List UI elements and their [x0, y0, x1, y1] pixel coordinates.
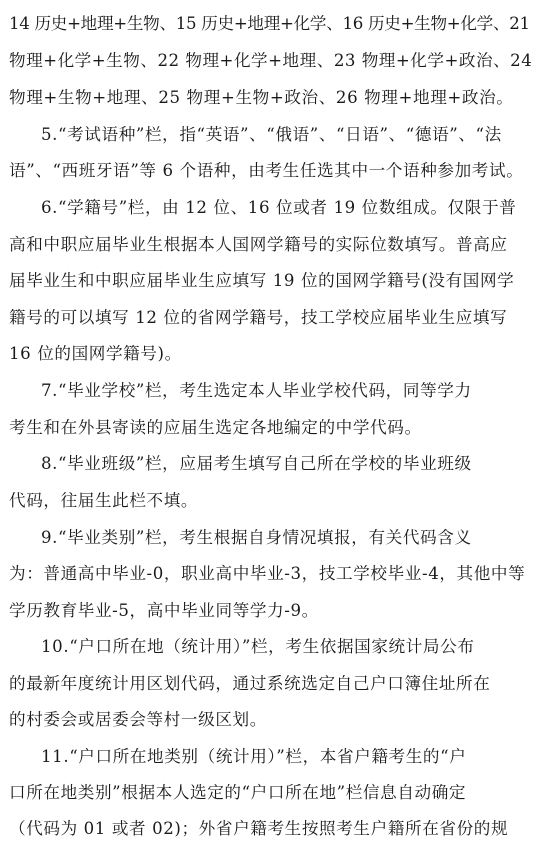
text-line-11: 7.“毕业学校”栏，考生选定本人毕业学校代码，同等学力: [41, 381, 472, 400]
text-line-9: 籍号的可以填写 12 位的省网学籍号，技工学校应届毕业生应填写: [9, 308, 508, 327]
text-line-8: 届毕业生和中职应届毕业生应填写 19 位的国网学籍号(没有国网学: [9, 271, 515, 290]
text-line-12: 考生和在外县寄读的应届生选定各地编定的中学代码。: [9, 418, 422, 437]
text-line-20: 的村委会或居委会等村一级区划。: [9, 710, 267, 729]
text-line-6: 6.“学籍号”栏，由 12 位、16 位或者 19 位数组成。仅限于普: [41, 198, 517, 217]
text-line-19: 的最新年度统计用区划代码，通过系统选定自己户口簿住址所在: [9, 674, 491, 693]
text-line-13: 8.“毕业班级”栏，应届考生填写自己所在学校的毕业班级: [41, 454, 472, 473]
text-line-14: 代码，往届生此栏不填。: [9, 491, 199, 510]
text-line-22: 口所在地类别”根据本人选定的“户口所在地”栏信息自动确定: [9, 783, 467, 802]
text-line-5: 语”、“西班牙语”等 6 个语种，由考生任选其中一个语种参加考试。: [9, 161, 524, 180]
text-line-7: 高和中职应届毕业生根据本人国网学籍号的实际位数填写。普高应: [9, 235, 508, 254]
text-line-10: 16 位的国网学籍号)。: [9, 344, 182, 363]
text-line-1: 14 历史+地理+生物、15 历史+地理+化学、16 历史+生物+化学、21: [9, 14, 530, 33]
text-line-3: 物理+生物+地理、25 物理+生物+政治、26 物理+地理+政治。: [9, 88, 514, 107]
text-line-2: 物理+化学+生物、22 物理+化学+地理、23 物理+化学+政治、24: [9, 51, 533, 70]
text-line-18: 10.“户口所在地（统计用）”栏，考生依据国家统计局公布: [41, 637, 475, 656]
text-line-15: 9.“毕业类别”栏，考生根据自身情况填报，有关代码含义: [41, 528, 472, 547]
text-line-21: 11.“户口所在地类别（统计用）”栏，本省户籍考生的“户: [41, 747, 467, 766]
text-line-4: 5.“考试语种”栏，指“英语”、“俄语”、“日语”、“德语”、“法: [41, 125, 502, 144]
text-line-23: （代码为 01 或者 02)；外省户籍考生按照考生户籍所在省份的规: [9, 819, 509, 838]
text-line-17: 学历教育毕业-5，高中毕业同等学力-9。: [9, 601, 319, 620]
text-line-16: 为：普通高中毕业-0，职业高中毕业-3，技工学校毕业-4，其他中等: [9, 564, 526, 583]
